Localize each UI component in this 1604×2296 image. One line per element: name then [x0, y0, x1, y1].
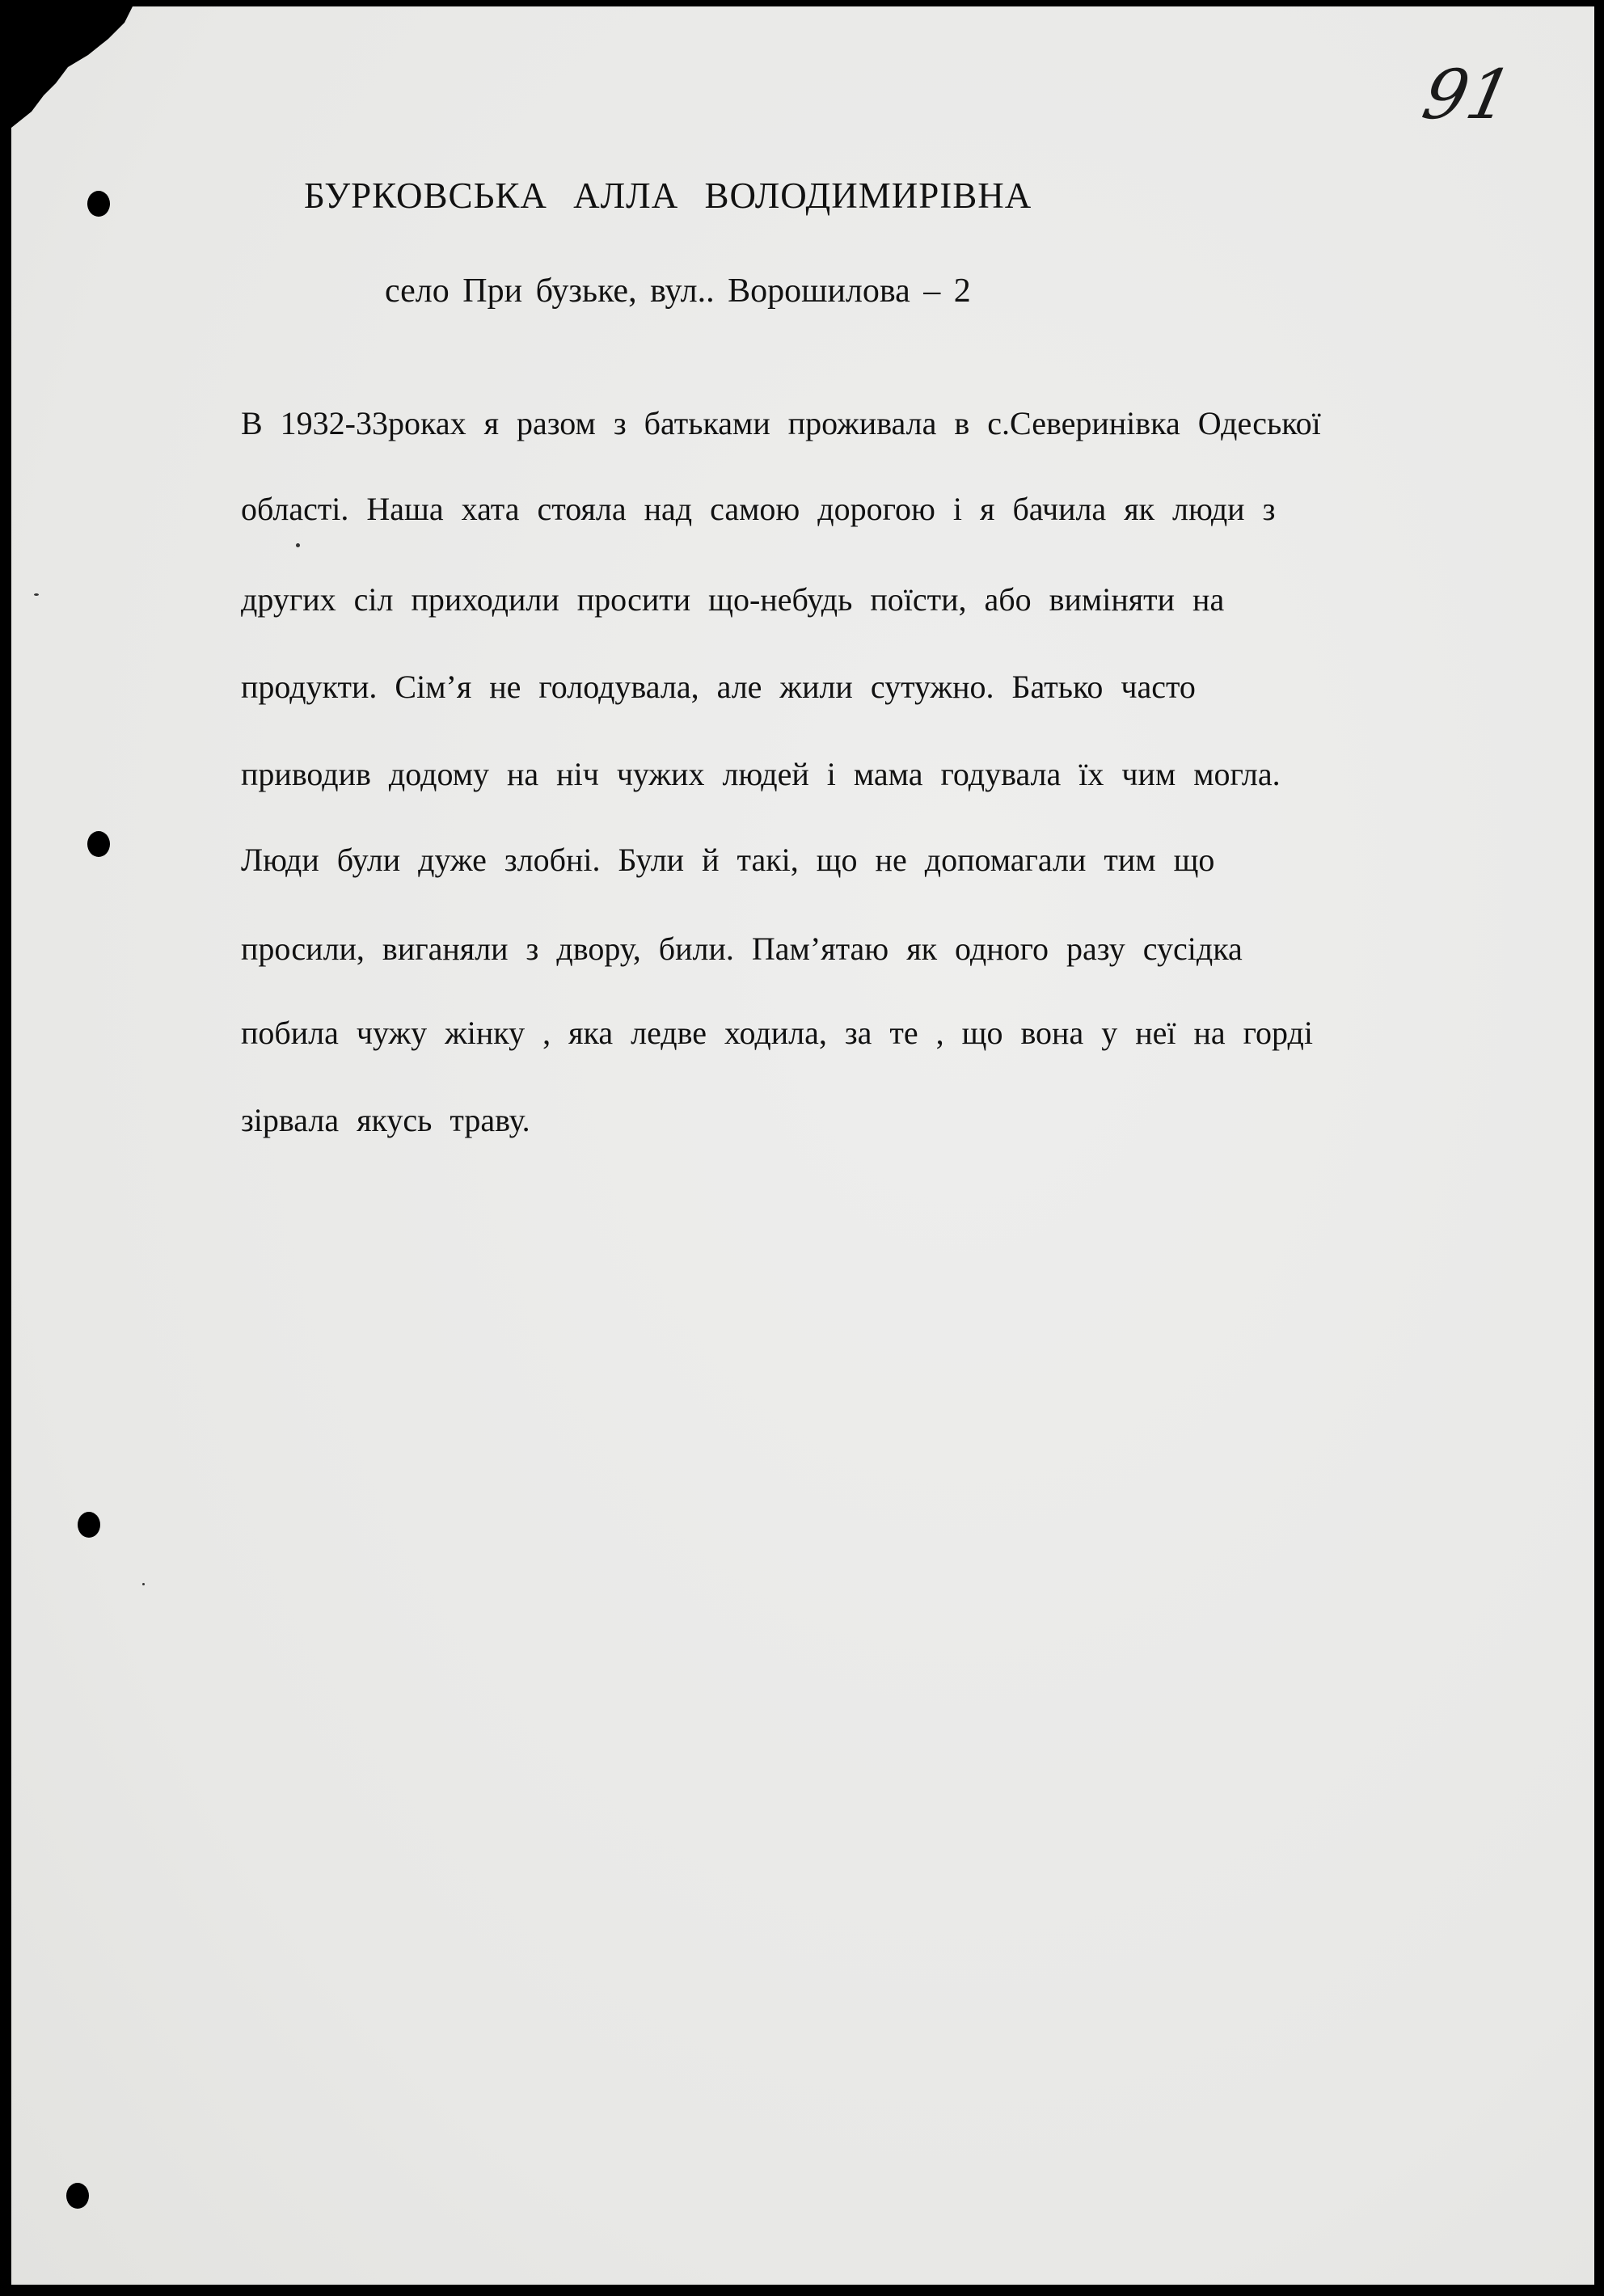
- testimony-line: Люди були дуже злобні. Були й такі, що не допомагали тим що: [241, 842, 1215, 878]
- person-name-heading: БУРКОВСЬКА АЛЛА ВОЛОДИМИРІВНА: [304, 175, 1032, 216]
- ink-speck: [34, 593, 39, 596]
- address-line: село При бузьке, вул.. Ворошилова – 2: [385, 272, 971, 310]
- ink-speck: [296, 543, 300, 547]
- document-page: [11, 6, 1594, 2285]
- punch-hole-1: [87, 191, 110, 217]
- punch-hole-2: [87, 831, 110, 857]
- testimony-line: побила чужу жінку , яка ледве ходила, за те , що вона у неї на горді: [241, 1015, 1313, 1051]
- ink-speck: [142, 1583, 145, 1585]
- testimony-line: просили, виганяли з двору, били. Пам’ятаю як одного разу сусідка: [241, 931, 1243, 967]
- testimony-line: приводив додому на ніч чужих людей і мама годувала їх чим могла.: [241, 756, 1281, 792]
- testimony-line: області. Наша хата стояла над самою дорогою і я бачила як люди з: [241, 491, 1276, 527]
- punch-hole-4: [66, 2183, 89, 2209]
- folio-number: [1416, 55, 1538, 152]
- testimony-line: зірвала якусь траву.: [241, 1102, 530, 1138]
- punch-hole-3: [78, 1512, 100, 1538]
- testimony-line: В 1932-33роках я разом з батьками проживала в с.Северинівка Одеської: [241, 405, 1321, 441]
- testimony-line: продукти. Сім’я не голодувала, але жили сутужно. Батько часто: [241, 669, 1196, 705]
- torn-corner-damage: [11, 6, 133, 128]
- testimony-line: других сіл приходили просити що-небудь поїсти, або виміняти на: [241, 581, 1225, 618]
- folio-number-text: 91: [1416, 55, 1520, 134]
